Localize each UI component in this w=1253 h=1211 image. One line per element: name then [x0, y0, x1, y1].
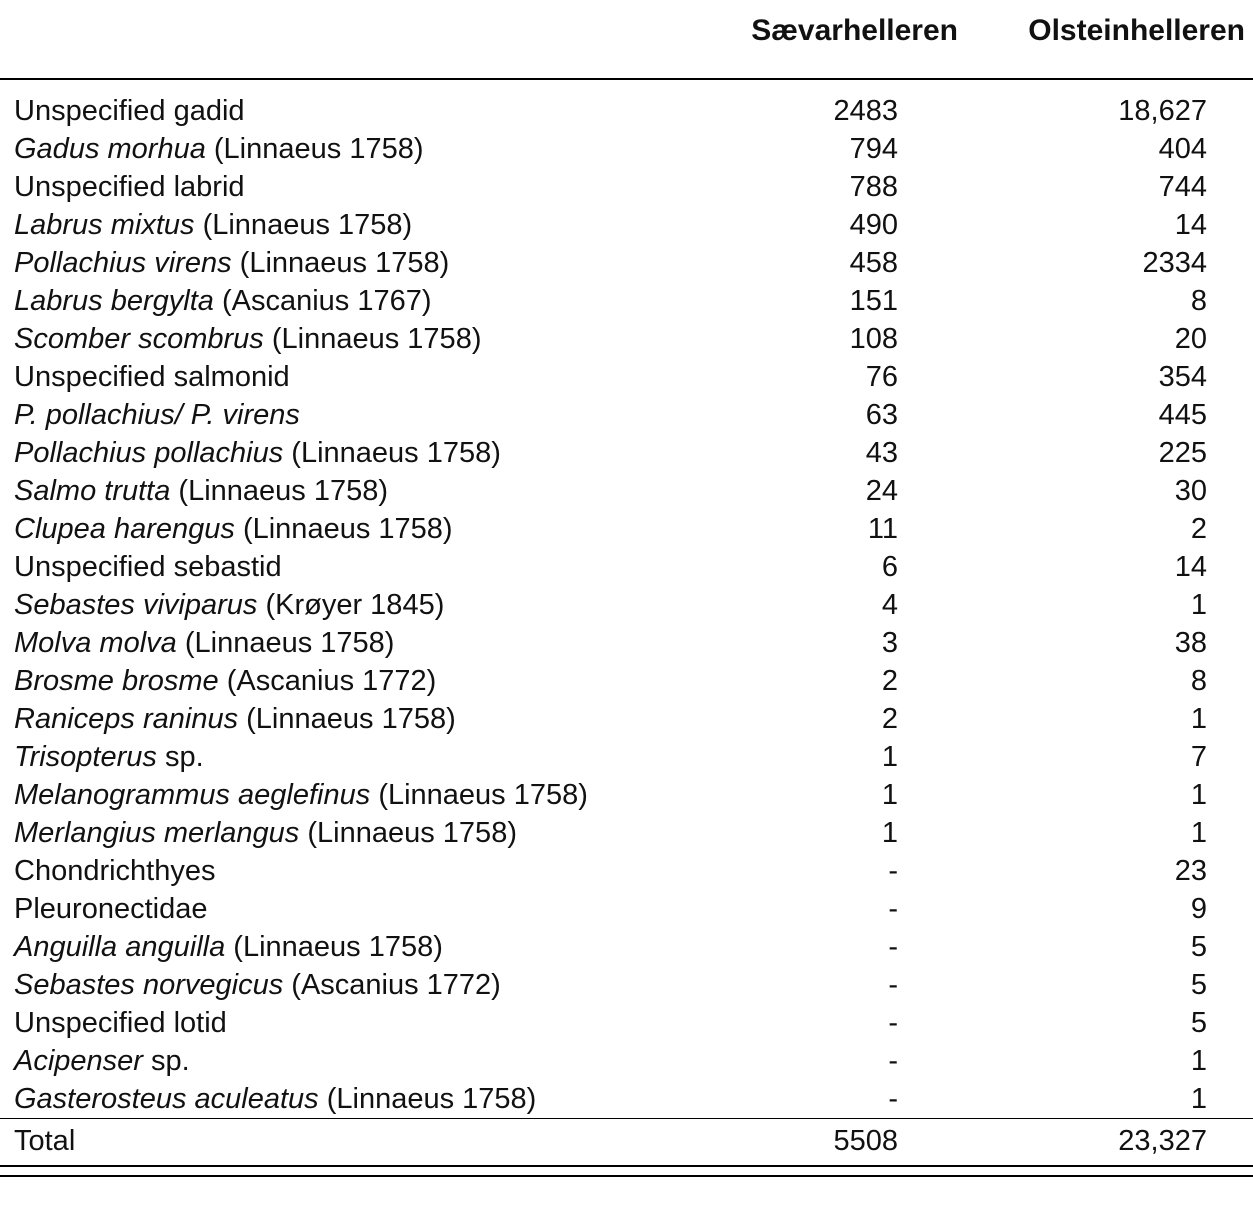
count-saevarhelleren: 1: [881, 741, 898, 773]
total-row: [0, 1119, 1253, 1167]
table-row: [0, 320, 1253, 358]
table-row: [0, 472, 1253, 510]
col-header-saevarhelleren: Sævarhelleren: [695, 14, 960, 79]
count-olsteinhelleren: 1: [1190, 1045, 1207, 1077]
table-row: [0, 814, 1253, 852]
taxon-name-cell: [0, 79, 695, 130]
taxon-name-italic: Trisopterus: [14, 741, 157, 773]
count-olsteinhelleren: 404: [1158, 133, 1207, 165]
taxon-name-cell: [0, 510, 695, 548]
taxon-name-roman: Unspecified gadid: [14, 95, 245, 127]
table-row: [0, 79, 1253, 130]
taxon-name-italic: Anguilla anguilla: [14, 931, 226, 963]
count-olsteinhelleren: 8: [1190, 285, 1207, 317]
taxon-name-italic: Gadus morhua: [14, 133, 206, 165]
table-row: [0, 662, 1253, 700]
table-row: [0, 282, 1253, 320]
taxon-name-cell: [0, 130, 695, 168]
count-olsteinhelleren: 7: [1190, 741, 1207, 773]
taxon-name-roman: (Linnaeus 1758): [233, 931, 443, 963]
table-row: [0, 168, 1253, 206]
taxon-name-italic: Brosme brosme: [14, 665, 219, 697]
taxon-name-roman: sp.: [151, 1045, 190, 1077]
table-row: [0, 434, 1253, 472]
count-olsteinhelleren: 445: [1158, 399, 1207, 431]
taxon-name-roman: (Linnaeus 1758): [246, 703, 456, 735]
taxon-name-cell: [0, 206, 695, 244]
taxon-name-italic: Sebastes norvegicus: [14, 969, 284, 1001]
count-olsteinhelleren: 225: [1158, 437, 1207, 469]
count-saevarhelleren: 76: [865, 361, 898, 393]
taxon-name-cell: [0, 738, 695, 776]
taxon-name-roman: Unspecified labrid: [14, 171, 245, 203]
table-row: [0, 776, 1253, 814]
taxon-name-italic: Scomber scombrus: [14, 323, 264, 355]
table-row: [0, 890, 1253, 928]
taxon-name-cell: [0, 1042, 695, 1080]
taxon-name-roman: (Linnaeus 1758): [326, 1083, 537, 1115]
bottom-double-rule: [0, 1175, 1253, 1177]
count-saevarhelleren: 11: [867, 513, 898, 545]
count-saevarhelleren: 63: [865, 399, 898, 431]
table-row: [0, 510, 1253, 548]
taxon-name-roman: (Ascanius 1772): [291, 969, 501, 1001]
count-saevarhelleren: 43: [865, 437, 898, 469]
taxon-name-italic: Molva molva: [14, 627, 177, 659]
taxon-name-cell: [0, 244, 695, 282]
taxon-name-italic: Gasterosteus aculeatus: [14, 1083, 319, 1115]
taxon-name-italic: Pollachius virens: [14, 247, 232, 279]
taxon-name-cell: [0, 358, 695, 396]
taxon-name-italic: Raniceps raninus: [14, 703, 239, 735]
count-saevarhelleren: -: [888, 1007, 898, 1039]
total-saevarhelleren: 5508: [695, 1119, 960, 1167]
count-olsteinhelleren: 18,627: [1118, 95, 1207, 127]
taxon-name-roman: (Linnaeus 1758): [242, 513, 453, 545]
taxon-name-roman: Chondrichthyes: [14, 855, 216, 887]
taxon-name-roman: (Ascanius 1772): [226, 665, 437, 697]
taxon-name-cell: [0, 624, 695, 662]
table-row: [0, 130, 1253, 168]
taxon-name-cell: [0, 168, 695, 206]
count-saevarhelleren: 6: [881, 551, 898, 583]
taxon-name-roman: (Linnaeus 1758): [307, 817, 517, 849]
table-row: [0, 548, 1253, 586]
taxon-name-cell: [0, 1080, 695, 1119]
count-saevarhelleren: 458: [849, 247, 898, 279]
count-saevarhelleren: 1: [881, 817, 898, 849]
taxon-name-roman: (Krøyer 1845): [265, 589, 445, 621]
taxon-name-roman: (Ascanius 1767): [221, 285, 432, 317]
taxon-name-italic: Melanogrammus aeglefinus: [14, 779, 371, 811]
count-olsteinhelleren: 2334: [1142, 247, 1207, 279]
taxon-name-roman: (Linnaeus 1758): [184, 627, 395, 659]
taxon-name-cell: [0, 548, 695, 586]
count-saevarhelleren: 2483: [833, 95, 898, 127]
total-olsteinhelleren: 23,327: [960, 1119, 1253, 1167]
taxon-name-cell: [0, 890, 695, 928]
count-olsteinhelleren: 5: [1190, 1007, 1207, 1039]
taxon-name-cell: [0, 662, 695, 700]
count-saevarhelleren: 108: [849, 323, 898, 355]
taxon-name-cell: [0, 472, 695, 510]
count-saevarhelleren: 794: [849, 133, 898, 165]
taxon-name-roman: (Linnaeus 1758): [202, 209, 413, 241]
count-olsteinhelleren: 14: [1174, 551, 1207, 583]
table-row: [0, 966, 1253, 1004]
count-olsteinhelleren: 38: [1174, 627, 1207, 659]
taxon-name-roman: Unspecified salmonid: [14, 361, 290, 393]
count-saevarhelleren: -: [888, 893, 898, 925]
taxon-name-italic: P. pollachius/ P. virens: [14, 399, 300, 431]
count-saevarhelleren: 1: [881, 779, 898, 811]
table-row: [0, 1042, 1253, 1080]
table-row: [0, 358, 1253, 396]
table-row: [0, 928, 1253, 966]
count-saevarhelleren: 2: [881, 703, 898, 735]
table-body: [0, 79, 1253, 1119]
col-header-olsteinhelleren: Olsteinhelleren: [960, 14, 1253, 79]
table-row: [0, 1004, 1253, 1042]
taxon-name-roman: (Linnaeus 1758): [378, 779, 588, 811]
count-olsteinhelleren: 1: [1190, 589, 1207, 621]
species-count-table: [0, 14, 1253, 1167]
taxon-name-cell: [0, 396, 695, 434]
header-row: [0, 14, 1253, 79]
taxon-name-italic: Labrus bergylta: [14, 285, 214, 317]
table-footer: [0, 1119, 1253, 1167]
taxon-name-italic: Salmo trutta: [14, 475, 171, 507]
count-olsteinhelleren: 354: [1158, 361, 1207, 393]
taxon-name-cell: [0, 814, 695, 852]
taxon-name-italic: Pollachius pollachius: [14, 437, 284, 469]
taxon-name-roman: (Linnaeus 1758): [178, 475, 389, 507]
count-saevarhelleren: 2: [881, 665, 898, 697]
table-row: [0, 396, 1253, 434]
taxon-name-cell: [0, 966, 695, 1004]
count-olsteinhelleren: 9: [1190, 893, 1207, 925]
count-olsteinhelleren: 1: [1190, 817, 1207, 849]
count-olsteinhelleren: 30: [1174, 475, 1207, 507]
table-row: [0, 700, 1253, 738]
count-olsteinhelleren: 1: [1190, 1083, 1207, 1115]
taxon-name-roman: (Linnaeus 1758): [239, 247, 450, 279]
count-saevarhelleren: 490: [849, 209, 898, 241]
taxon-name-cell: [0, 700, 695, 738]
taxon-name-roman: Unspecified lotid: [14, 1007, 227, 1039]
table-row: [0, 586, 1253, 624]
count-olsteinhelleren: 23: [1174, 855, 1207, 887]
table-row: [0, 206, 1253, 244]
taxon-name-roman: (Linnaeus 1758): [213, 133, 424, 165]
col-header-taxon: [0, 14, 695, 79]
count-olsteinhelleren: 2: [1190, 513, 1207, 545]
taxon-name-italic: Acipenser: [14, 1045, 143, 1077]
taxon-name-cell: [0, 852, 695, 890]
table-row: [0, 852, 1253, 890]
count-olsteinhelleren: 5: [1190, 931, 1207, 963]
count-saevarhelleren: -: [888, 855, 898, 887]
count-olsteinhelleren: 1: [1190, 779, 1207, 811]
taxon-name-italic: Clupea harengus: [14, 513, 235, 545]
count-saevarhelleren: -: [888, 1045, 898, 1077]
count-saevarhelleren: 788: [849, 171, 898, 203]
taxon-name-italic: Labrus mixtus: [14, 209, 195, 241]
taxon-name-cell: [0, 1004, 695, 1042]
table-row: [0, 738, 1253, 776]
count-saevarhelleren: 3: [881, 627, 898, 659]
count-saevarhelleren: -: [888, 1083, 898, 1115]
taxon-name-cell: [0, 776, 695, 814]
taxon-name-roman: (Linnaeus 1758): [271, 323, 482, 355]
table-header: [0, 14, 1253, 79]
total-label: Total: [0, 1119, 695, 1167]
taxon-name-cell: [0, 586, 695, 624]
count-olsteinhelleren: 20: [1174, 323, 1207, 355]
count-olsteinhelleren: 8: [1190, 665, 1207, 697]
count-olsteinhelleren: 14: [1174, 209, 1207, 241]
table-row: [0, 244, 1253, 282]
count-saevarhelleren: 151: [849, 285, 898, 317]
taxon-name-cell: [0, 320, 695, 358]
taxon-name-roman: (Linnaeus 1758): [291, 437, 501, 469]
taxon-name-cell: [0, 282, 695, 320]
taxon-name-italic: Sebastes viviparus: [14, 589, 258, 621]
table-row: [0, 1080, 1253, 1119]
count-saevarhelleren: -: [888, 969, 898, 1001]
count-saevarhelleren: -: [888, 931, 898, 963]
taxon-name-roman: Unspecified sebastid: [14, 551, 282, 583]
table-row: [0, 624, 1253, 662]
count-olsteinhelleren: 5: [1190, 969, 1207, 1001]
count-saevarhelleren: 4: [881, 589, 898, 621]
count-olsteinhelleren: 1: [1190, 703, 1207, 735]
taxon-name-roman: sp.: [164, 741, 204, 773]
taxon-name-italic: Merlangius merlangus: [14, 817, 300, 849]
taxon-name-roman: Pleuronectidae: [14, 893, 208, 925]
count-saevarhelleren: 24: [865, 475, 898, 507]
taxon-name-cell: [0, 434, 695, 472]
taxon-name-cell: [0, 928, 695, 966]
count-olsteinhelleren: 744: [1158, 171, 1207, 203]
